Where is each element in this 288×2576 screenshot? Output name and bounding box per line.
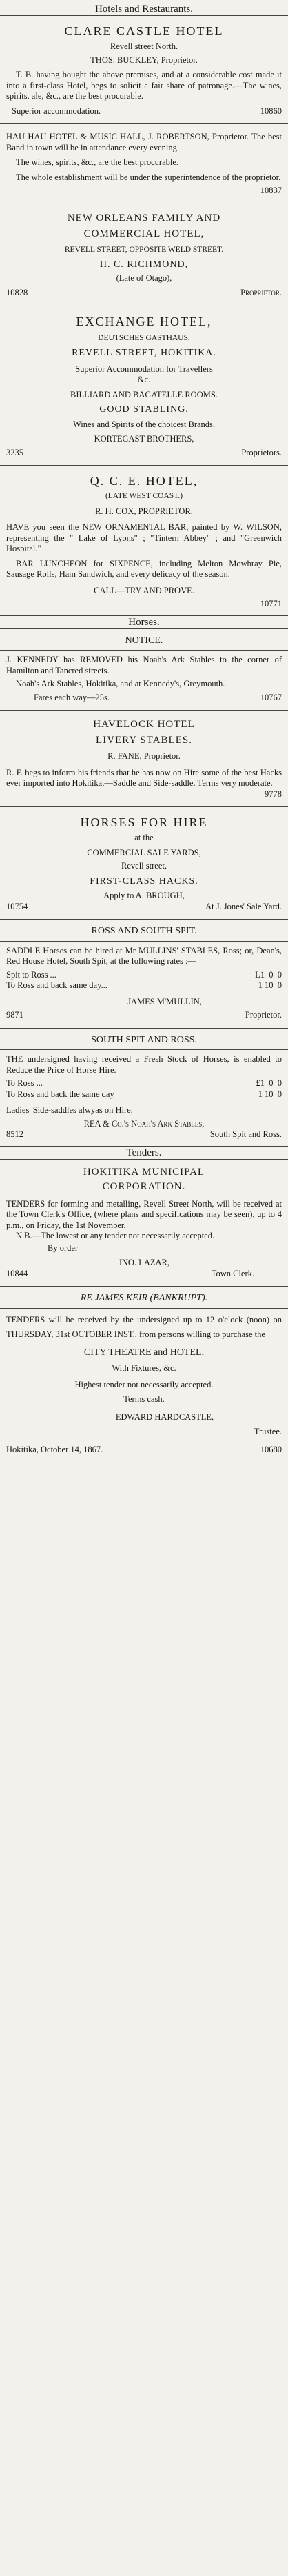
ad-line: Highest tender not necessarily accepted. [74, 1379, 214, 1389]
divider [0, 919, 288, 920]
ad-body: SADDLE Horses can be hired at Mr MULLINS' STABLES, Ross; or, Dean's, Red House Hotel, South Spit, at the following rates :— [6, 945, 282, 966]
ad-line: KORTEGAST BROTHERS, [94, 434, 194, 444]
ad-line: Superior Accommodation for Travellers [75, 364, 213, 374]
ad-title: LIVERY STABLES. [96, 735, 192, 746]
ad-body: T. B. having bought the above premises, and at a considerable cost made it into a first-class Hotel, begs to solicit a fair share of patronage.—The wines, spirits, ale, &c., are the best procurable. [6, 70, 282, 101]
ad-line: BILLIARD AND BAGATELLE ROOMS. [70, 389, 218, 399]
ad-title: SOUTH SPIT AND ROSS. [91, 1034, 197, 1045]
ad-title: COMMERCIAL HOTEL, [83, 228, 205, 239]
ad-line: BAR LUNCHEON for SIXPENCE, including Melton Mowbray Pie, Sausage Rolls, Ham Sandwich, and every delicacy of the season. [6, 558, 282, 579]
section-heading-hotels: Hotels and Restaurants. [0, 3, 288, 16]
ad-number: 10771 [260, 599, 282, 608]
ad-line: Revell street, [121, 861, 167, 871]
bottom-margin [0, 1455, 288, 2576]
ad-body: TENDERS for forming and metalling, Revell Street North, will be received at the Town Clerk's Office, (where plans and specifications may be seen), up to 4 p.m., on Friday, the 1st November. [6, 1198, 282, 1230]
ad-number: 10767 [260, 692, 282, 702]
ad-james-keir-bankrupt [0, 1293, 288, 1455]
divider [0, 650, 288, 651]
divider [0, 1308, 288, 1309]
ad-title: Q. C. E. HOTEL, [90, 474, 198, 488]
ad-body: HAU HAU HOTEL & MUSIC HALL, J. ROBERTSON, Proprietor. The best Band in town will be in attendance every evening. [6, 132, 282, 152]
ad-title: CLARE CASTLE HOTEL [64, 24, 224, 38]
ad-subtitle: DEUTSCHES GASTHAUS, [98, 333, 190, 342]
ad-horses-for-hire [0, 815, 288, 912]
divider [0, 710, 288, 711]
ad-number: 3235 [6, 447, 23, 457]
ad-body: TENDERS will be received by the undersigned up to 12 o'clock (noon) on THURSDAY, 31st OCTOBER INST., from persons willing to purchase the [6, 1314, 282, 1339]
ad-proprietor: Proprietor. [240, 288, 282, 297]
ad-line: Terms cash. [123, 1394, 165, 1404]
ad-title: NOTICE. [125, 635, 163, 646]
rate-label: Spit to Ross ... [6, 969, 56, 980]
ad-line: REA & Co.'s Noah's Ark Stables, [83, 1118, 205, 1129]
ad-line: Ladies' Side-saddles alwyas on Hire. [6, 1105, 133, 1115]
ad-line: At J. Jones' Sale Yard. [205, 901, 282, 911]
ad-line: GOOD STABLING. [99, 404, 189, 415]
ad-title: ROSS AND SOUTH SPIT. [91, 926, 197, 936]
ad-line: COMMERCIAL SALE YARDS, [87, 847, 201, 858]
ad-title: EXCHANGE HOTEL, [76, 314, 212, 328]
ad-line: Wines and Spirits of the choicest Brands. [72, 419, 216, 429]
ad-body: THE undersigned having received a Fresh Stock of Horses, is enabled to Reduce the Price of Horse Hire. [6, 1054, 282, 1075]
ad-fares: Fares each way—25s. [34, 692, 110, 702]
ad-body: R. F. begs to inform his friends that he has now on Hire some of the best Hacks ever imported into Hokitika,—Saddle and Side-saddle. Terms very moderate. [6, 767, 282, 788]
ad-subtitle: Revell street North. [110, 41, 178, 51]
ad-ross-south-spit [0, 926, 288, 1021]
divider [0, 465, 288, 466]
ad-date: Hokitika, October 14, 1867. [6, 1444, 103, 1454]
ad-title: RE JAMES KEIR (BANKRUPT). [80, 1293, 208, 1303]
ad-title: HORSES FOR HIRE [80, 815, 208, 829]
ad-number: 10844 [6, 1268, 28, 1278]
ad-qce-hotel [0, 473, 288, 610]
rate-label: To Ross and back same day... [6, 980, 107, 990]
ad-line: &c. [137, 375, 151, 384]
ad-subtitle: (LATE WEST COAST.) [105, 492, 183, 500]
ad-line: CITY THEATRE and HOTEL, [83, 1347, 205, 1358]
ad-line: The whole establishment will be under the superintendence of the proprietor. [16, 172, 281, 182]
ad-title: CORPORATION. [102, 1180, 186, 1192]
ad-proprietor: Proprietor. [245, 1010, 282, 1020]
ad-number: 10828 [6, 288, 28, 297]
ad-new-orleans-hotel [0, 212, 288, 299]
divider [0, 1028, 288, 1029]
ad-line: With Fixtures, &c. [112, 1363, 176, 1373]
rate-amount: 1 10 0 [258, 1089, 282, 1099]
ad-municipal-corporation [0, 1166, 288, 1280]
ad-proprietor-name: JAMES M'MULLIN, [127, 996, 202, 1007]
divider [0, 941, 288, 942]
ad-havelock-stables [0, 718, 288, 800]
ad-signature: JNO. LAZAR, [119, 1258, 169, 1267]
rate-label: To Ross and back the same day [6, 1089, 114, 1099]
rate-label: To Ross ... [6, 1078, 43, 1088]
ad-body: J. KENNEDY has REMOVED his Noah's Ark Stables to the corner of Hamilton and Tancred streets. [6, 655, 282, 675]
ad-title: HAVELOCK HOTEL [93, 719, 195, 730]
ad-number: 8512 [6, 1129, 23, 1139]
ad-proprietor: R. H. COX, PROPRIETOR. [95, 506, 193, 516]
ad-body: HAVE you seen the NEW ORNAMENTAL BAR, painted by W. WILSON, representing the " Lake of Lyons" ; "Tintern Abbey" ; and "Greenwich Hospital." [6, 522, 282, 553]
ad-address: REVELL STREET, HOKITIKA. [72, 348, 216, 358]
ad-line: Noah's Ark Stables, Hokitika, and at Kennedy's, Greymouth. [16, 679, 225, 688]
ad-hau-hau-hotel [0, 132, 288, 197]
divider [0, 806, 288, 807]
ad-number: 10680 [260, 1444, 282, 1454]
ad-proprietor: Proprietors. [241, 447, 282, 457]
section-heading-tenders: Tenders. [0, 1146, 288, 1160]
ad-proprietor-name: H. C. RICHMOND, [99, 259, 189, 270]
rate-amount: L1 0 0 [255, 969, 282, 980]
ad-south-spit-ross [0, 1035, 288, 1140]
ad-notice-kennedy [0, 635, 288, 704]
ad-address: REVELL STREET, OPPOSITE WELD STREET. [64, 245, 224, 254]
rate-amount: 1 10 0 [258, 980, 282, 990]
section-heading-horses: Horses. [0, 615, 288, 629]
ad-line: at the [134, 833, 154, 842]
ad-line: FIRST-CLASS HACKS. [90, 875, 198, 886]
ad-proprietor: R. FANE, Proprietor. [107, 751, 181, 761]
rate-amount: £1 0 0 [256, 1078, 282, 1088]
ad-number: 10754 [6, 901, 28, 911]
ad-late: (Late of Otago), [116, 273, 172, 283]
ad-number: 9778 [265, 789, 282, 799]
ad-line: The wines, spirits, &c., are the best procurable. [16, 157, 179, 167]
ad-line: Trustee. [254, 1427, 282, 1436]
ad-line: By order [48, 1242, 79, 1253]
ad-address: South Spit and Ross. [209, 1129, 282, 1139]
ad-exchange-hotel [0, 314, 288, 459]
ad-title: NEW ORLEANS FAMILY AND [67, 212, 221, 224]
ad-signature: EDWARD HARDCASTLE, [115, 1411, 214, 1422]
ad-line: N.B.—The lowest or any tender not necessarily accepted. [16, 1231, 215, 1240]
ad-line: Town Clerk. [211, 1268, 254, 1278]
ad-clare-castle [0, 23, 288, 117]
ad-number: 10837 [260, 186, 282, 195]
divider [0, 1049, 288, 1050]
ad-number: 10860 [260, 106, 282, 116]
ad-title: HOKITIKA MUNICIPAL [83, 1166, 205, 1178]
ad-footer: Superior accommodation. [12, 106, 101, 116]
ad-proprietor: THOS. BUCKLEY, Proprietor. [90, 55, 198, 65]
divider [0, 123, 288, 124]
divider [0, 1286, 288, 1287]
ad-number: 9871 [6, 1010, 23, 1020]
ad-line: CALL—TRY AND PROVE. [94, 585, 194, 595]
ad-line: Apply to A. BROUGH, [103, 891, 185, 900]
